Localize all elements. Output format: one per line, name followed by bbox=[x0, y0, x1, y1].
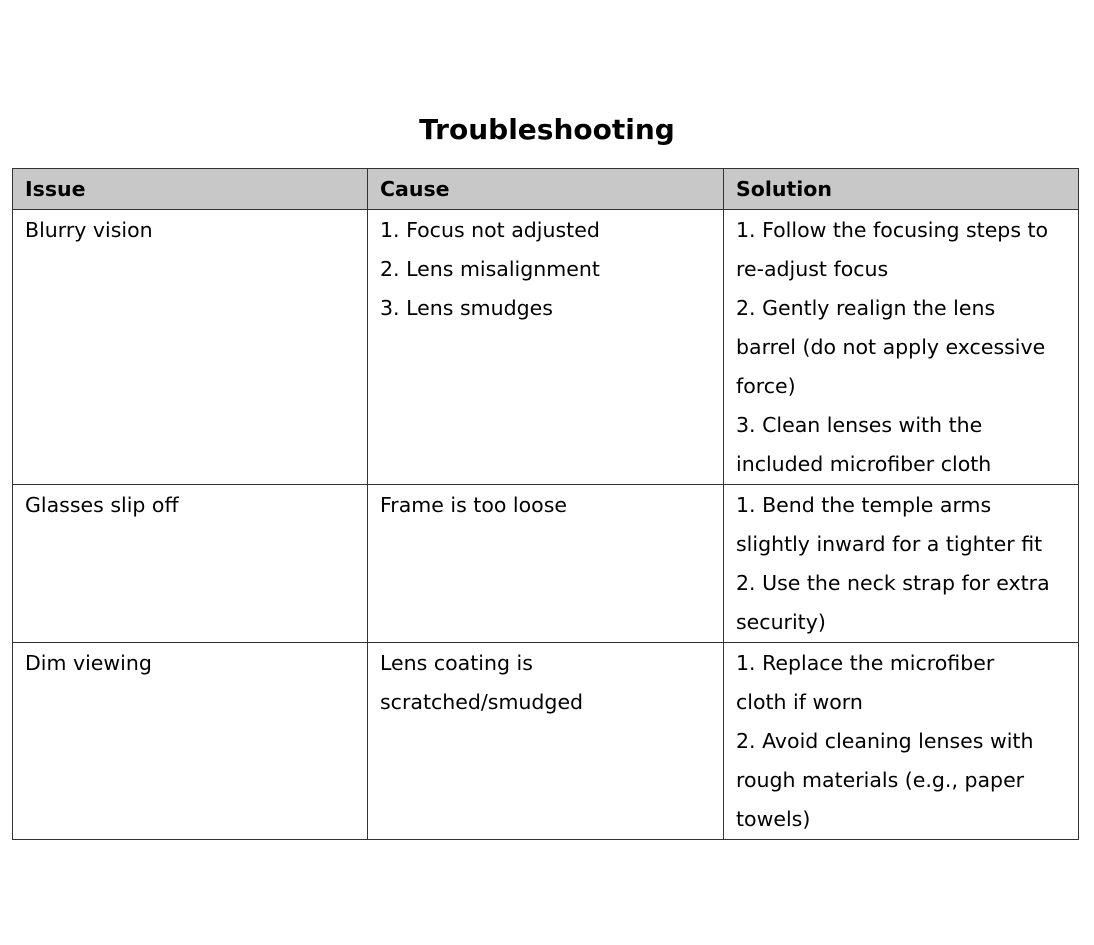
issue-text: Dim viewing bbox=[25, 651, 152, 675]
issue-cell bbox=[13, 485, 368, 643]
solution-line: 1. Replace the microfiber bbox=[736, 651, 995, 675]
solution-line: 2. Avoid cleaning lenses with bbox=[736, 729, 1034, 753]
table-row bbox=[13, 485, 1079, 643]
page-title: Troubleshooting bbox=[419, 113, 675, 146]
table-header-row bbox=[13, 169, 1079, 210]
solution-cell bbox=[724, 210, 1079, 485]
cause-cell bbox=[368, 643, 724, 840]
solution-line: slightly inward for a tighter fit bbox=[736, 532, 1043, 556]
solution-line: 2. Use the neck strap for extra bbox=[736, 571, 1050, 595]
solution-line: 1. Follow the focusing steps to bbox=[736, 218, 1049, 242]
solution-line: re-adjust focus bbox=[736, 257, 889, 281]
cause-line: Frame is too loose bbox=[380, 493, 567, 517]
solution-cell bbox=[724, 643, 1079, 840]
issue-text: Glasses slip off bbox=[25, 493, 179, 517]
table-row bbox=[13, 643, 1079, 840]
solution-line: force) bbox=[736, 374, 796, 398]
header-issue: Issue bbox=[13, 169, 368, 210]
header-solution: Solution bbox=[724, 169, 1079, 210]
cause-cell bbox=[368, 485, 724, 643]
cause-cell bbox=[368, 210, 724, 485]
issue-cell bbox=[13, 210, 368, 485]
solution-line: barrel (do not apply excessive bbox=[736, 335, 1046, 359]
cause-line: 3. Lens smudges bbox=[380, 296, 553, 320]
table-row bbox=[13, 210, 1079, 485]
solution-line: 2. Gently realign the lens bbox=[736, 296, 996, 320]
solution-cell bbox=[724, 485, 1079, 643]
solution-line: 3. Clean lenses with the bbox=[736, 413, 983, 437]
header-cause: Cause bbox=[368, 169, 724, 210]
cause-line: Lens coating is bbox=[380, 651, 533, 675]
solution-line: cloth if worn bbox=[736, 690, 863, 714]
troubleshooting-table bbox=[12, 168, 1079, 840]
issue-text: Blurry vision bbox=[25, 218, 153, 242]
solution-line: 1. Bend the temple arms bbox=[736, 493, 992, 517]
solution-line: security) bbox=[736, 610, 826, 634]
cause-line: 2. Lens misalignment bbox=[380, 257, 600, 281]
solution-line: towels) bbox=[736, 807, 811, 831]
solution-line: included microfiber cloth bbox=[736, 452, 992, 476]
solution-line: rough materials (e.g., paper bbox=[736, 768, 1025, 792]
issue-cell bbox=[13, 643, 368, 840]
cause-line: scratched/smudged bbox=[380, 690, 584, 714]
cause-line: 1. Focus not adjusted bbox=[380, 218, 600, 242]
